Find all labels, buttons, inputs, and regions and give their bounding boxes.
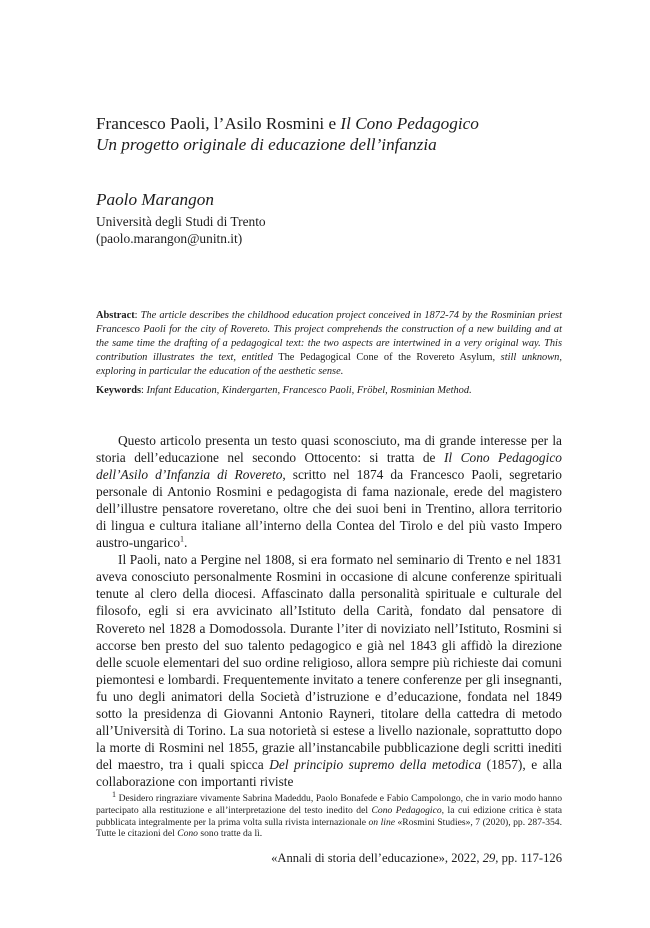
paragraph-2-title: Del principio supremo della metodica bbox=[269, 756, 482, 772]
article-title bbox=[96, 113, 562, 134]
paragraph-1 bbox=[96, 432, 562, 551]
article-subtitle: Un progetto originale di educazione dell’infanzia bbox=[96, 135, 437, 154]
abstract-text-a: The article describes the childhood education project conceived in 1872-74 by the Rosminian priest Francesco Paoli for the city of Rovereto. This project comprehends the construction of a new building and at the same time the drafting of a pedagogical text: the two aspects are intertwined in a very original way. This contribution illustrates the text, entitled bbox=[96, 310, 562, 364]
footnote-text-c: «Rosmini Studies», 7 (2020), pp. 287-354. Tutte le citazioni del bbox=[96, 816, 562, 840]
article-title-text: Francesco Paoli, l’Asilo Rosmini e bbox=[96, 114, 341, 133]
footnote-text-a: Desidero ringraziare vivamente Sabrina Madeddu, Paolo Bonafede e Fabio Campolongo, che in vario modo hanno partecipato alla restituzione e all’interpretazione del testo inedito del bbox=[96, 793, 562, 816]
author-email: (paolo.marangon@unitn.it) bbox=[96, 231, 243, 246]
abstract-label: Abstract bbox=[96, 310, 135, 321]
paragraph-1-end: . bbox=[184, 535, 188, 551]
footnote-1-text bbox=[96, 789, 562, 840]
paragraph-2 bbox=[96, 551, 562, 790]
abstract: Abstract: The article describes the childhood education project conceived in 1872-74 by the Rosminian priest Francesco Paoli for the city of Rovereto. This project comprehends the construction of a new building and at the same time the drafting of a pedagogical text: the two aspects are intertwined in a very original way. This contribution illustrates the text, entitled The Pedagogical Cone of the Rovereto Asylum, still unknown, exploring in particular the education of the aesthetic sense. bbox=[96, 310, 562, 378]
title-block bbox=[96, 113, 562, 155]
footnote-ref-1[interactable]: 1 bbox=[180, 534, 185, 544]
journal-citation-text-b: , pp. 117-126 bbox=[495, 851, 562, 865]
abstract-block bbox=[96, 309, 562, 399]
footnote-text-d: sono tratte da lì. bbox=[197, 828, 263, 840]
keywords: Keywords: Infant Education, Kindergarten, Francesco Paoli, Fröbel, Rosminian Method. bbox=[96, 385, 472, 397]
author-block bbox=[96, 189, 562, 247]
journal-citation-text-a: «Annali di storia dell’educazione», 2022, bbox=[271, 851, 483, 865]
paragraph-2-text-b: (1857), e alla collaborazione con importanti riviste bbox=[96, 756, 562, 789]
abstract-text-b: , still unknown, exploring in particular the education of the aesthetic sense. bbox=[96, 352, 562, 378]
paragraph-1-text-b: , scritto nel 1874 da Francesco Paoli, segretario personale di Antonio Rosmini e pedagogista di fama nazionale, erede del magistero dell’illustre pensatore roveretano, oltre che dei suoi beni in Trentino, allora territorio di lingua e cultura italiane all’interno della Contea del Tirolo e del più vasto Impero austro-ungarico bbox=[96, 467, 562, 551]
footnote-1-marker: 1 bbox=[112, 789, 116, 799]
footnote-text-b: , la cui edizione critica è stata pubblicata integralmente per la prima volta sulla rivista internazionale bbox=[96, 804, 562, 828]
keywords-label: Keywords bbox=[96, 385, 142, 397]
paragraph-1-title: Il Cono Pedagogico dell’Asilo d’Infanzia di Rovereto bbox=[96, 450, 562, 483]
footnote-online: on line bbox=[368, 816, 395, 828]
article-title-italic: Il Cono Pedagogico bbox=[340, 114, 479, 133]
journal-citation bbox=[271, 851, 562, 866]
paragraph-1-text-a: Questo articolo presenta un testo quasi sconosciuto, ma di grande interesse per la storia dell’educazione nel secondo Ottocento: si tratta de bbox=[96, 433, 562, 466]
journal-volume: 29 bbox=[482, 851, 496, 865]
author-affiliation: Università degli Studi di Trento bbox=[96, 214, 266, 229]
body-text bbox=[96, 432, 562, 790]
paragraph-2-text-a: Il Paoli, nato a Pergine nel 1808, si era formato nel seminario di Trento e nel 1831 aveva conosciuto personalmente Rosmini in occasione di alcune conferenze spirituali tenute al clero della diocesi. Affascinato dalla personalità spirituale e culturale del filosofo, egli si era avvicinato all’Istituto della Carità, fondato dal pensatore di Rovereto nel 1828 a Domodossola. Durante l’iter di noviziato nell’Istituto, Rosmini si accorse ben presto del suo talento pedagogico e già nel 1843 gli affidò la direzione delle scuole elementari del suo ordine religioso, allora sempre più richieste dai comuni piemontesi e lombardi. Frequentemente invitato a tenere conferenze per gli insegnanti, fu uno degli animatori della Società d’istruzione e d’educazione, fondata nel 1849 sotto la presidenza di Giovanni Antonio Rayneri, titolare della cattedra di metodo all’Università di Torino. La sua notorietà si estese a livello nazionale, soprattutto dopo la morte di Rosmini nel 1855, grazie all’instancabile pubblicazione degli scritti inediti del maestro, tra i quali spicca bbox=[96, 552, 562, 772]
keywords-text: Infant Education, Kindergarten, Francesco Paoli, Fröbel, Rosminian Method. bbox=[146, 385, 472, 397]
abstract-text-title: The Pedagogical Cone of the Rovereto Asylum bbox=[278, 352, 493, 364]
footnote-title-1: Cono Pedagogico bbox=[371, 804, 442, 816]
author-name: Paolo Marangon bbox=[96, 190, 214, 209]
footnote-1 bbox=[96, 789, 562, 840]
footnote-title-2: Cono bbox=[177, 828, 198, 840]
